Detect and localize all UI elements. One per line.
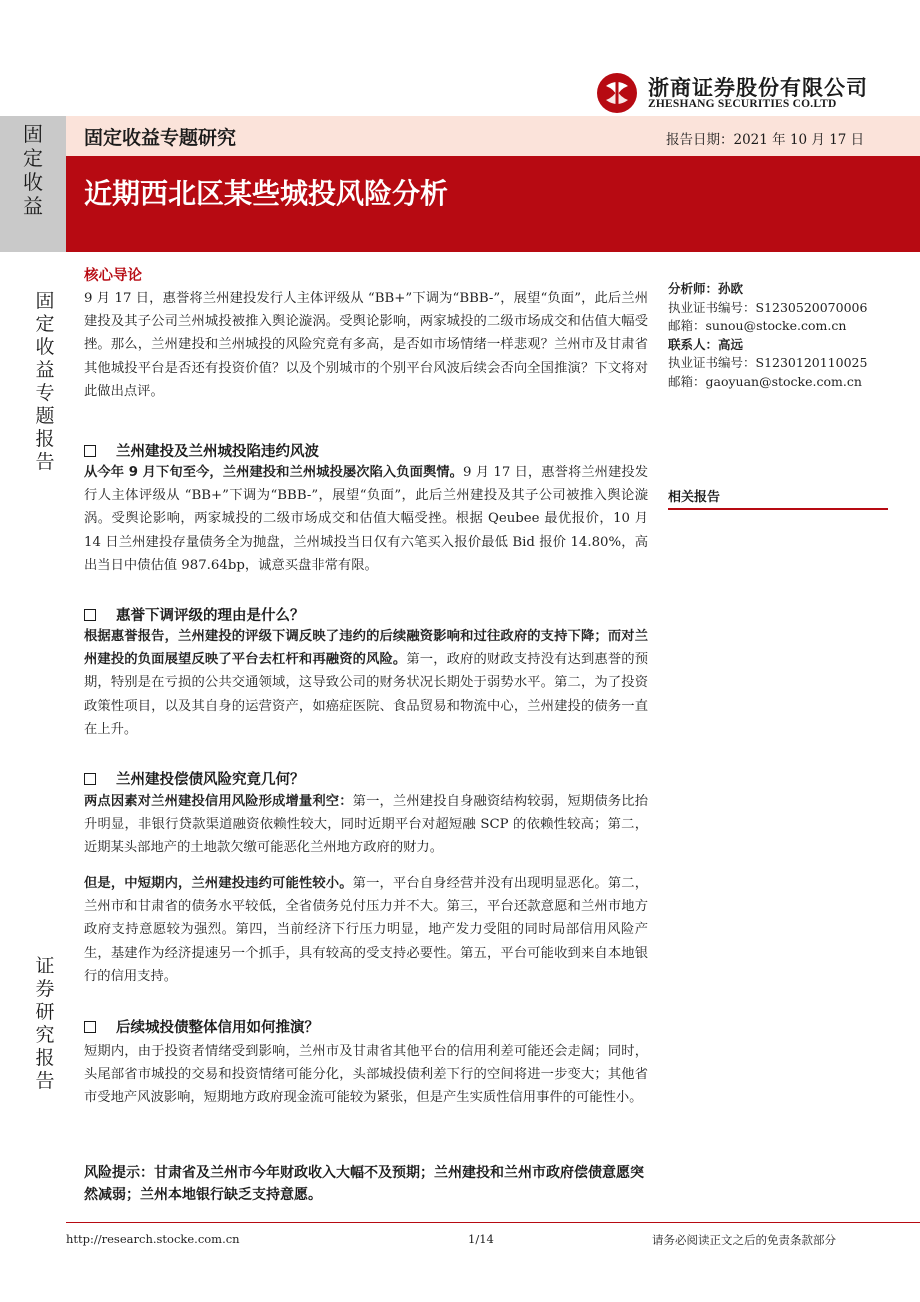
checkbox-bullet-icon <box>84 1021 96 1033</box>
core-paragraph: 9 月 17 日，惠誉将兰州建投发行人主体评级从 “BB+”下调为“BBB-”，展望“负面”，此后兰州建投及其子公司兰州城投被推入舆论漩涡。受舆论影响，两家城投的二级市场成交和估值大幅受挫。那么，兰州建投和兰州城投的风险究竟有多高，是否如市场情绪一样悲观？兰州市及甘肃省其他城投平台是否还有投资价值？以及个别城市的个别平台风波后续会否向全国推演？下文将对此做出点评。 <box>84 291 648 399</box>
core-label: 核心导论 <box>84 268 142 284</box>
category-tab <box>0 116 66 252</box>
section-paragraph: 两点因素对兰州建投信用风险形成增量利空：第一，兰州建投自身融资结构较弱，短期债务比抬升明显，非银行贷款渠道融资依赖性较大，同时近期平台对超短融 SCP 的依赖性较高；第二，近期某头部地产的土地款欠缴可能恶化兰州地方政府的财力。 <box>84 794 649 856</box>
contact-email[interactable]: 邮箱：gaoyuan@stocke.com.cn <box>668 373 862 389</box>
analyst-block <box>668 280 867 391</box>
contact-name: 联系人：高远 <box>668 336 744 352</box>
report-date: 报告日期：2021 年 10 月 17 日 <box>666 132 865 148</box>
related-divider <box>668 508 888 510</box>
section-heading: 兰州建投及兰州城投陷违约风波 <box>84 440 319 461</box>
section-paragraph: 从今年 9 月下旬至今，兰州建投和兰州城投屡次陷入负面舆情。9 月 17 日，惠誉将兰州建投发行人主体评级从 “BB+”下调为“BBB-”，展望“负面”，此后兰州建投及其子公司被推入舆论漩涡。受舆论影响，两家城投的二级市场成交和估值大幅受挫。根据 Qeubee 最优报价，10 月 14 日兰州建投存量债务全为抛盘，兰州城投当日仅有六笔买入报价最低 Bid 报价 14.80%，高出当日中债估值 987.64bp，诚意买盘非常有限。 <box>84 465 649 573</box>
footer-disclaimer: 请务必阅读正文之后的免责条款部分 <box>652 1233 836 1247</box>
section-paragraph: 根据惠誉报告，兰州建投的评级下调反映了违约的后续融资影响和过往政府的支持下降；而对兰州建投的负面展望反映了平台去杠杆和再融资的风险。第一，政府的财政支持没有达到惠誉的预期，特别是在亏损的公共交通领域，这导致公司的财务状况长期处于弱势水平。第二，为了投资政策性项目，以及其自身的运营资产，如癌症医院、食品贸易和物流中心，兰州建投的债务一直在上升。 <box>84 629 649 737</box>
footer-divider <box>66 1222 920 1223</box>
checkbox-bullet-icon <box>84 445 96 457</box>
section-paragraph: 但是，中短期内，兰州建投违约可能性较小。第一，平台自身经营并没有出现明显恶化。第二，兰州市和甘肃省的债务水平较低，全省债务兑付压力并不大。第三，平台还款意愿和兰州市地方政府支持意愿较为强烈。第四，当前经济下行压力明显，地产发力受阻的同时局部信用风险产生，基建作为经济提速另一个抓手，具有较高的受支持必要性。第五，平台可能收到来自本地银行的信用支持。 <box>84 876 649 984</box>
zheshang-logo-icon <box>596 72 638 114</box>
related-reports-title: 相关报告 <box>668 490 721 505</box>
company-name-cn: 浙商证券股份有限公司 <box>648 76 868 100</box>
analyst-name: 分析师：孙欧 <box>668 281 744 296</box>
category-tab-text: 固 定 收 益 <box>23 122 43 218</box>
side-label-lower: 证 券 研 究 报 告 <box>35 955 55 1092</box>
analyst-cert: 执业证书编号：S1230520070006 <box>668 299 868 315</box>
page-number: 1/14 <box>468 1232 494 1246</box>
contact-cert: 执业证书编号：S1230120110025 <box>668 355 868 370</box>
section-heading: 惠誉下调评级的理由是什么？ <box>84 604 305 625</box>
section-heading: 后续城投债整体信用如何推演？ <box>84 1016 319 1037</box>
series-title: 固定收益专题研究 <box>84 127 237 149</box>
analyst-email[interactable]: 邮箱：sunou@stocke.com.cn <box>668 318 847 333</box>
checkbox-bullet-icon <box>84 609 96 621</box>
section-heading: 兰州建投偿债风险究竟几何？ <box>84 768 305 789</box>
risk-warning: 风险提示：甘肃省及兰州市今年财政收入大幅不及预期；兰州建投和兰州市政府偿债意愿突然减弱；兰州本地银行缺乏支持意愿。 <box>84 1165 644 1203</box>
checkbox-bullet-icon <box>84 773 96 785</box>
company-name-en: ZHESHANG SECURITIES CO.LTD <box>648 98 837 110</box>
footer-url[interactable]: http://research.stocke.com.cn <box>66 1232 240 1246</box>
page-title: 近期西北区某些城投风险分析 <box>84 177 449 210</box>
section-paragraph: 短期内，由于投资者情绪受到影响，兰州市及甘肃省其他平台的信用利差可能还会走阔；同时，头尾部省市城投的交易和投资情绪可能分化，头部城投债利差下行的空间将进一步变大；其他省市受地产风波影响，短期地方政府现金流可能较为紧张，但是产生实质性信用事件的可能性小。 <box>84 1044 648 1106</box>
side-label-upper: 固 定 收 益 专 题 报 告 <box>35 290 55 473</box>
company-logo <box>596 70 896 114</box>
